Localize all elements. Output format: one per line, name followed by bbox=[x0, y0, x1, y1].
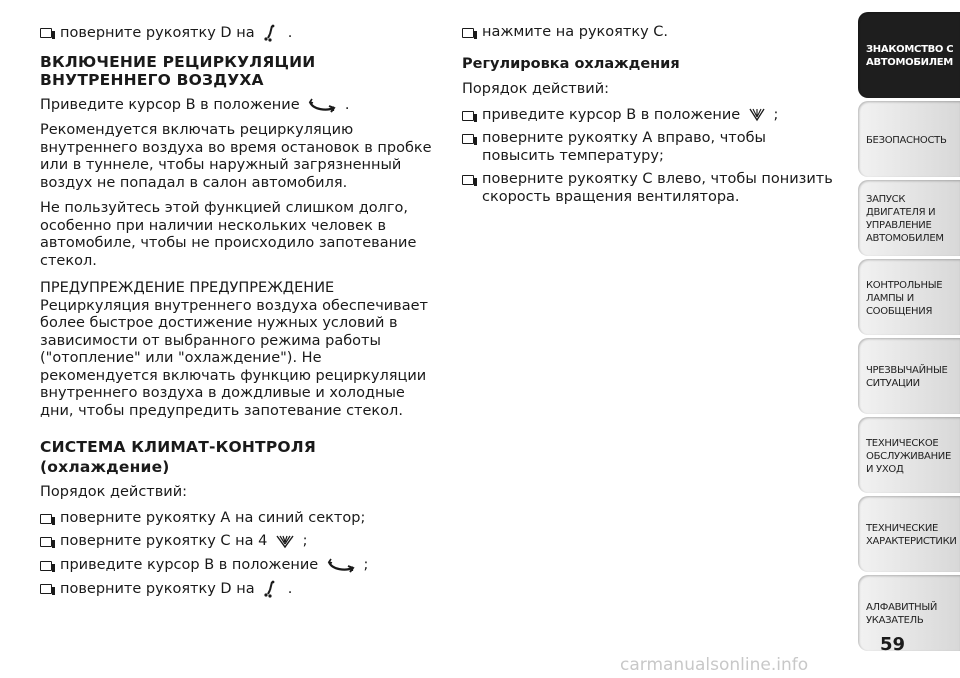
paragraph: Не пользуйтесь этой функцией слишком долго, особенно при наличии нескольких человек в автомобиле, чтобы не происходило запотевание стекол. bbox=[40, 200, 417, 269]
tab-getting-to-know[interactable]: ЗНАКОМСТВО С АВТОМОБИЛЕМ bbox=[858, 12, 960, 98]
tab-safety[interactable]: БЕЗОПАСНОСТЬ bbox=[858, 101, 960, 177]
left-column bbox=[40, 24, 440, 605]
airflow-feet-icon bbox=[262, 580, 280, 598]
watermark: carmanualsonline.info bbox=[620, 655, 809, 675]
checkbox-bullet-icon bbox=[40, 514, 52, 524]
section-heading-cooling-adjust: Регулировка охлаждения bbox=[462, 55, 680, 72]
checkbox-bullet-icon bbox=[40, 28, 52, 38]
tab-starting-driving[interactable]: ЗАПУСК ДВИГАТЕЛЯ И УПРАВЛЕНИЕ АВТОМОБИЛЕМ bbox=[858, 180, 960, 256]
warning-title: ПРЕДУПРЕЖДЕНИЕ ПРЕДУПРЕЖДЕНИЕ bbox=[40, 280, 335, 296]
tab-emergencies[interactable]: ЧРЕЗВЫЧАЙНЫЕ СИТУАЦИИ bbox=[858, 338, 960, 414]
page-number: 59 bbox=[880, 634, 906, 655]
section-heading-recirculation: ВКЛЮЧЕНИЕ РЕЦИРКУЛЯЦИИ ВНУТРЕННЕГО ВОЗДУХА bbox=[40, 52, 316, 89]
list-item: поверните рукоятку C на 4 ; bbox=[40, 533, 440, 551]
warning-text: Рециркуляция внутреннего воздуха обеспечивает более быстрое достижение нужных условий в зависимости от выбранного режима работы ("отопление" или "охлаждение"). Не рекомендуется включать функцию рециркуляции внутреннего воздуха в дождливые и холодные дни, чтобы предупредить запотевание стекол. bbox=[40, 297, 428, 419]
paragraph: Порядок действий: bbox=[40, 484, 188, 500]
vent-face-icon bbox=[748, 107, 766, 123]
list-item: поверните рукоятку D на . bbox=[40, 580, 440, 599]
paragraph: Рекомендуется включать рециркуляцию внутреннего воздуха во время остановок в пробке или в туннеле, чтобы наружный загрязненный воздух не попадал в салон автомобиля. bbox=[40, 122, 432, 191]
checkbox-bullet-icon bbox=[40, 561, 52, 571]
tab-maintenance[interactable]: ТЕХНИЧЕСКОЕ ОБСЛУЖИВАНИЕ И УХОД bbox=[858, 417, 960, 493]
airflow-feet-icon bbox=[262, 24, 280, 42]
tab-index[interactable]: АЛФАВИТНЫЙ УКАЗАТЕЛЬ bbox=[858, 575, 960, 651]
recirculation-icon bbox=[307, 97, 337, 113]
tab-warning-lights[interactable]: КОНТРОЛЬНЫЕ ЛАМПЫ И СООБЩЕНИЯ bbox=[858, 259, 960, 335]
right-column bbox=[462, 24, 842, 212]
checkbox-bullet-icon bbox=[40, 584, 52, 594]
paragraph: Приведите курсор B в положение . bbox=[40, 96, 350, 113]
list-item: поверните рукоятку C влево, чтобы понизить скорость вращения вентилятора. bbox=[462, 171, 842, 206]
section-subheading-cooling: (охлаждение) bbox=[40, 458, 170, 476]
list-item: поверните рукоятку A на синий сектор; bbox=[40, 510, 440, 528]
checkbox-bullet-icon bbox=[462, 175, 474, 185]
paragraph: Порядок действий: bbox=[462, 81, 610, 97]
chapter-tabs bbox=[858, 12, 960, 654]
list-item: приведите курсор B в положение ; bbox=[462, 107, 842, 125]
section-heading-climate: СИСТЕМА КЛИМАТ-КОНТРОЛЯ bbox=[40, 438, 316, 456]
fan-speed-icon bbox=[275, 533, 295, 549]
checkbox-bullet-icon bbox=[40, 537, 52, 547]
checkbox-bullet-icon bbox=[462, 134, 474, 144]
list-item: нажмите на рукоятку C. bbox=[462, 24, 842, 42]
checkbox-bullet-icon bbox=[462, 28, 474, 38]
recirculation-icon bbox=[326, 557, 356, 573]
list-item: приведите курсор B в положение ; bbox=[40, 557, 440, 575]
checkbox-bullet-icon bbox=[462, 111, 474, 121]
tab-specifications[interactable]: ТЕХНИЧЕСКИЕ ХАРАКТЕРИСТИКИ bbox=[858, 496, 960, 572]
list-item: поверните рукоятку D на . bbox=[40, 24, 440, 43]
list-item: поверните рукоятку A вправо, чтобы повысить температуру; bbox=[462, 130, 842, 165]
